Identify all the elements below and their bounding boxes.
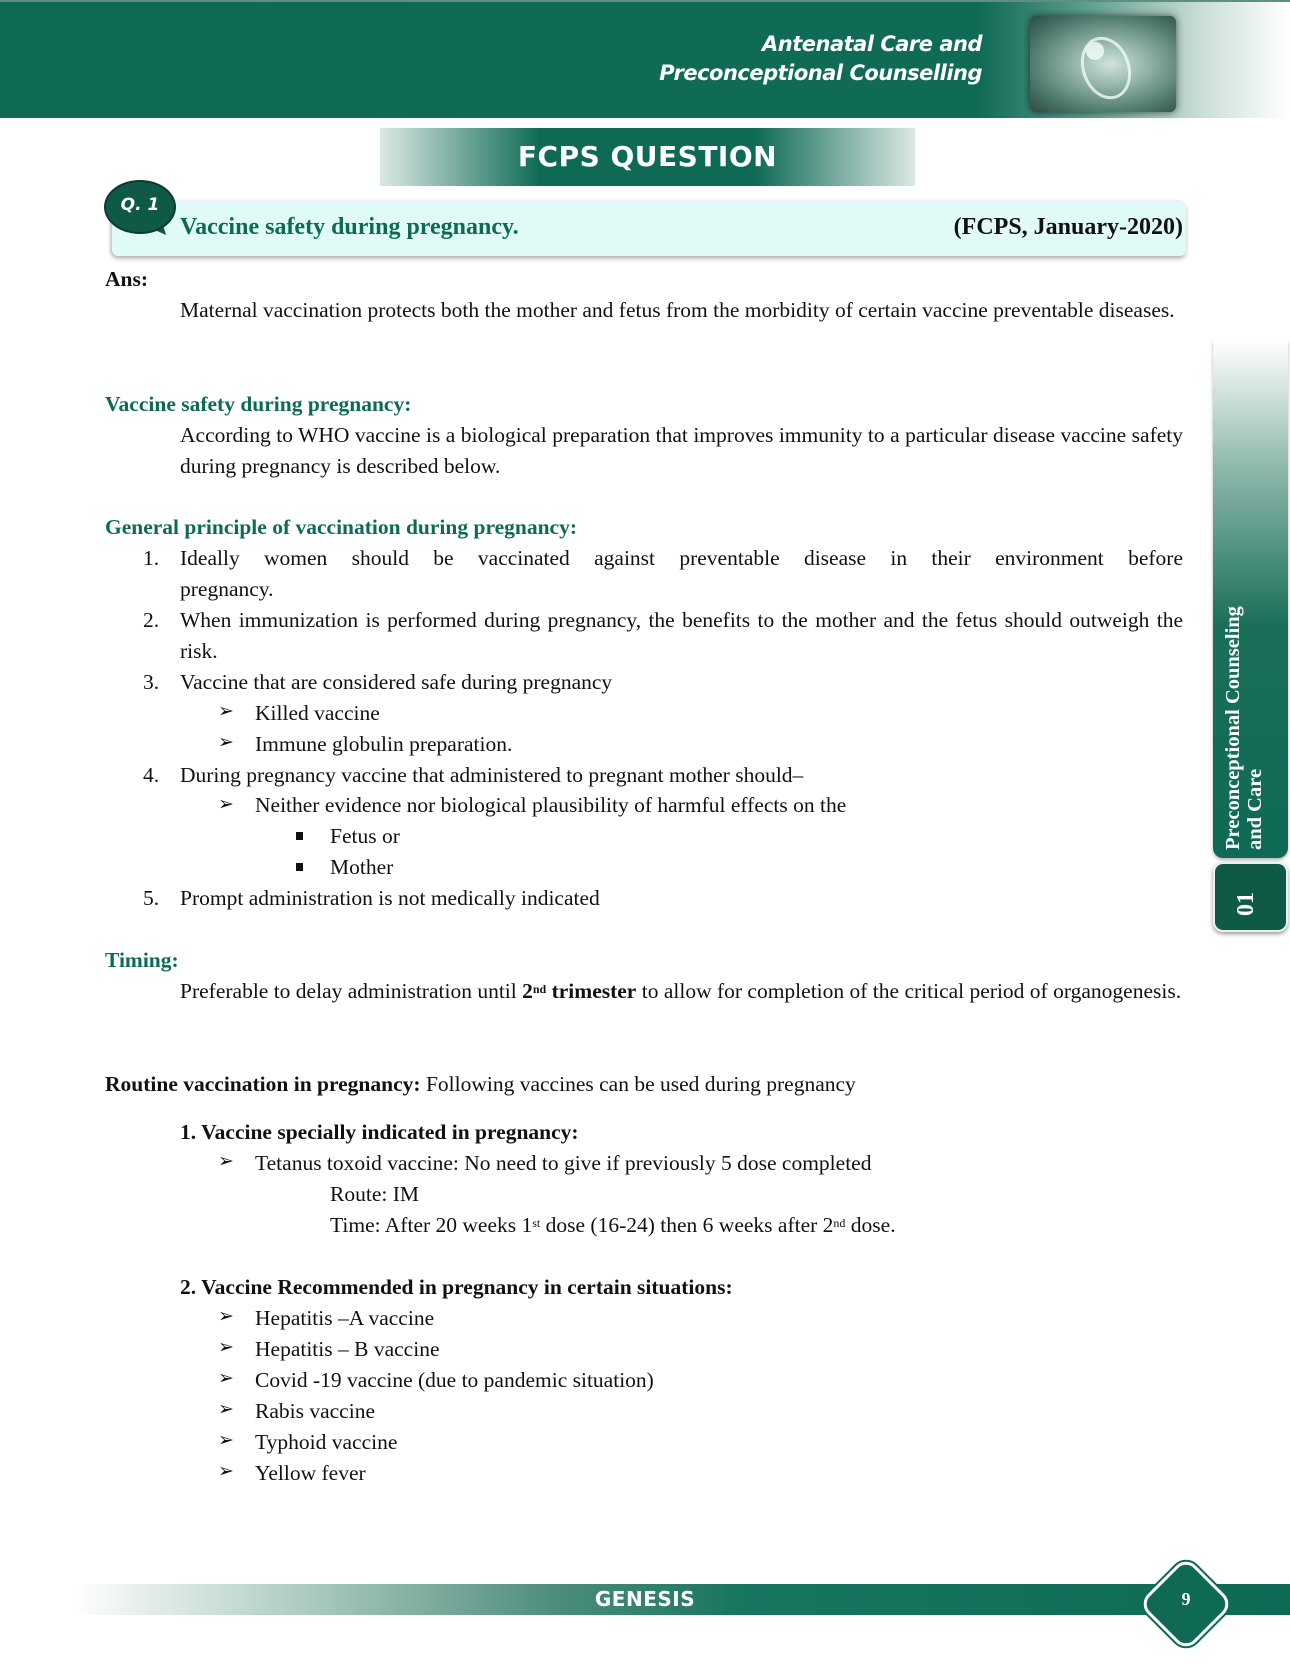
tetanus-time xyxy=(330,1210,896,1241)
time-part: Time: After 20 weeks 1 xyxy=(330,1213,533,1237)
question-source: (FCPS, January-2020) xyxy=(953,214,1183,240)
arrow-bullet-icon: ➢ xyxy=(218,1399,234,1420)
list-item: Vaccine that are considered safe during pregnancy xyxy=(180,670,613,694)
footer-label: GENESIS xyxy=(594,1587,696,1611)
page-header xyxy=(0,0,1290,118)
section-heading-general-principle: General principle of vaccination during pregnancy: xyxy=(105,515,578,539)
chapter-number-badge xyxy=(1213,862,1288,932)
sub-list-item: Neither evidence nor biological plausibility of harmful effects on the xyxy=(255,793,847,817)
routine-text: Following vaccines can be used during pregnancy xyxy=(420,1072,856,1096)
list-number: 5. xyxy=(143,886,160,910)
arrow-bullet-icon: ➢ xyxy=(218,1461,234,1482)
vaccine-safety-text: According to WHO vaccine is a biological preparation that improves immunity to a particular disease vaccine safety during pregnancy is described below. xyxy=(180,423,1183,478)
list-item: Covid -19 vaccine (due to pandemic situation) xyxy=(255,1368,654,1392)
routine-vaccination-line xyxy=(105,1069,856,1100)
question-number-bubble-icon xyxy=(104,180,176,234)
tetanus-item: Tetanus toxoid vaccine: No need to give if previously 5 dose completed xyxy=(255,1151,872,1175)
sub-sub-list-item: Mother xyxy=(330,855,394,879)
list-item: Prompt administration is not medically indicated xyxy=(180,886,600,910)
answer-label: Ans: xyxy=(105,267,149,291)
time-sup: nd xyxy=(833,1216,846,1230)
timing-bold: trimester xyxy=(546,979,637,1003)
routine-heading: Routine vaccination in pregnancy: xyxy=(105,1072,421,1096)
recommended-vaccine-heading: 2. Vaccine Recommended in pregnancy in certain situations: xyxy=(180,1275,733,1299)
arrow-bullet-icon: ➢ xyxy=(218,1430,234,1451)
arrow-bullet-icon: ➢ xyxy=(218,701,234,722)
chapter-number: 01 xyxy=(1233,892,1259,916)
question-title: Vaccine safety during pregnancy. xyxy=(180,214,519,240)
chapter-side-tab-label xyxy=(1222,330,1282,850)
list-item: Typhoid vaccine xyxy=(255,1430,398,1454)
question-number: Q. 1 xyxy=(120,195,160,215)
time-part: dose. xyxy=(845,1213,896,1237)
tetanus-route: Route: IM xyxy=(330,1182,419,1206)
fcps-question-banner xyxy=(380,128,915,186)
banner-label: FCPS QUESTION xyxy=(517,140,778,173)
special-vaccine-heading: 1. Vaccine specially indicated in pregnancy: xyxy=(180,1120,579,1144)
chapter-title-line1: Antenatal Care and xyxy=(762,32,982,56)
list-item: Hepatitis – B vaccine xyxy=(255,1337,440,1361)
sub-list-item: Killed vaccine xyxy=(255,701,380,725)
arrow-bullet-icon: ➢ xyxy=(218,732,234,753)
list-item: Yellow fever xyxy=(255,1461,366,1485)
section-heading-vaccine-safety: Vaccine safety during pregnancy: xyxy=(105,392,412,416)
list-item: Ideally women should be vaccinated against preventable disease in their environment before pregnancy. xyxy=(180,546,1183,601)
square-bullet-icon xyxy=(296,863,303,871)
chapter-title-line2: Preconceptional Counselling xyxy=(659,61,982,85)
section-heading-timing: Timing: xyxy=(105,948,179,972)
arrow-bullet-icon: ➢ xyxy=(218,794,234,815)
timing-text-pre: Preferable to delay administration until xyxy=(180,979,523,1003)
sub-list-item: Immune globulin preparation. xyxy=(255,732,513,756)
fetus-head-shape xyxy=(1086,42,1104,60)
fetus-image-icon xyxy=(1030,16,1176,112)
square-bullet-icon xyxy=(296,832,303,840)
timing-text xyxy=(105,976,1185,1007)
side-tab-line1: Preconceptional Counseling xyxy=(1222,606,1244,850)
arrow-bullet-icon: ➢ xyxy=(218,1368,234,1389)
time-sup: st xyxy=(532,1216,541,1230)
arrow-bullet-icon: ➢ xyxy=(218,1337,234,1358)
page-number: 9 xyxy=(1181,1589,1191,1609)
answer-intro: Maternal vaccination protects both the mother and fetus from the morbidity of certain vaccine preventable diseases. xyxy=(180,298,1175,322)
list-number: 1. xyxy=(143,546,160,570)
side-tab-line2: and Care xyxy=(1244,768,1266,850)
sub-sub-list-item: Fetus or xyxy=(330,824,400,848)
arrow-bullet-icon: ➢ xyxy=(218,1306,234,1327)
list-item: During pregnancy vaccine that administered to pregnant mother should– xyxy=(180,763,804,787)
arrow-bullet-icon: ➢ xyxy=(218,1151,234,1172)
chapter-title xyxy=(659,30,982,88)
list-item: When immunization is performed during pregnancy, the benefits to the mother and the fetus should outweigh the risk. xyxy=(180,608,1183,663)
timing-ordinal-suffix: nd xyxy=(532,982,547,996)
list-item: Hepatitis –A vaccine xyxy=(255,1306,435,1330)
list-item: Rabis vaccine xyxy=(255,1399,375,1423)
list-number: 3. xyxy=(143,670,160,694)
list-number: 2. xyxy=(143,608,160,632)
time-part: dose (16-24) then 6 weeks after 2 xyxy=(540,1213,834,1237)
timing-text-post: to allow for completion of the critical period of organogenesis. xyxy=(636,979,1182,1003)
timing-ordinal: 2 xyxy=(522,979,533,1003)
list-number: 4. xyxy=(143,763,160,787)
fetus-body-shape xyxy=(1073,30,1140,107)
